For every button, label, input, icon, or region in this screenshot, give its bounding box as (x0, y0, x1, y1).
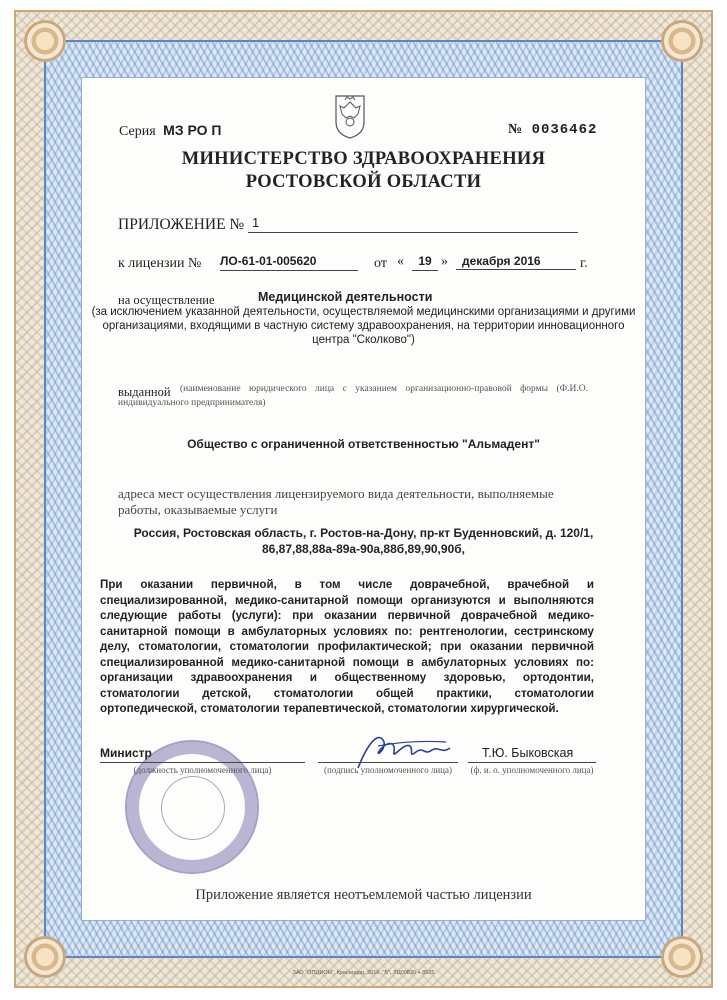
issued-value: Общество с ограниченной ответственностью "Альмадент" (187, 437, 540, 451)
series-label: Серия (119, 124, 156, 139)
license-quote-close: » (441, 254, 448, 269)
coat-of-arms-icon (330, 92, 370, 140)
corner-ornament-top-left (24, 20, 66, 62)
appendix-label: ПРИЛОЖЕНИЕ № (118, 216, 245, 233)
issued-label: выданной (118, 385, 171, 399)
position-caption: (должность уполномоченного лица) (133, 765, 272, 775)
license-from-label: от (374, 256, 387, 271)
address-label: адреса мест осуществления лицензируемого вида деятельности, выполняемые работы, оказываемые услуги (118, 486, 554, 517)
license-day: 19 (412, 254, 438, 271)
license-month-year: декабря 2016 (456, 254, 576, 270)
seal-emblem-icon (161, 776, 225, 840)
address-line1: Россия, Ростовская область, г. Ростов-на-Дону, пр-кт Буденновский, д. 120/1, (133, 526, 594, 540)
official-seal-stamp (125, 740, 259, 874)
appendix-number-field (248, 215, 578, 233)
license-number: ЛО-61-01-005620 (220, 254, 358, 271)
signature-line (318, 762, 458, 763)
number-label: № (508, 122, 523, 137)
services-text: При оказании первичной, в том числе доврачебной, врачебной и специализированной, медико-санитарной помощи организуются и выполняются следующие работы (услуги): при оказании первичной доврачебной медико-санитарной помощи в амбулаторных условиях по: рентгенологии, сестринскому делу, стоматологии, стоматологии профилактической; при оказании первичной специализированной медико-санитарной помощи в амбулаторных условиях по: организации здравоохранения и общественному здоровью, ортодонтии, стоматологии детской, стоматологии общей практики, стоматологии ортопедической, стоматологии терапевтической, стоматологии хирургической. (100, 578, 594, 715)
corner-ornament-top-right (661, 20, 703, 62)
activity-label: на осуществление (118, 293, 215, 307)
signer-position: Министр (100, 746, 152, 760)
signer-name: Т.Ю. Быковская (482, 746, 574, 760)
series-line (119, 122, 221, 140)
activity-value: Медицинской деятельности (258, 290, 433, 304)
print-info: ЗАО "ОПЦИОН", Краснодар, 2016, "Б", ЛЦ00830 + 8525 (292, 970, 435, 976)
signature-caption: (подпись уполномоченного лица) (324, 765, 452, 775)
ministry-title (100, 148, 627, 194)
footer-note: Приложение является неотъемлемой частью лицензии (195, 887, 532, 903)
address-value (100, 525, 627, 557)
position-line (100, 762, 305, 763)
series-value: МЗ РО П (163, 122, 222, 138)
number-line (508, 122, 597, 138)
license-prefix: к лицензии № (118, 256, 202, 271)
corner-ornament-bottom-right (661, 936, 703, 978)
address-line2: 86,87,88,88а-89а-90а,88б,89,90,90б, (262, 542, 465, 556)
ministry-title-line1: МИНИСТЕРСТВО ЗДРАВООХРАНЕНИЯ (181, 149, 546, 169)
name-line (468, 762, 596, 763)
activity-note: (за исключением указанной деятельности, осуществляемой медицинскими организациями и другими организациями, входящими в частную систему здравоохранения, на территории инновационного центра "Сколково") (91, 306, 636, 346)
license-year-suffix: г. (580, 256, 588, 271)
name-caption: (ф. и. о. уполномоченного лица) (470, 765, 594, 775)
ministry-title-line2: РОСТОВСКОЙ ОБЛАСТИ (245, 172, 482, 192)
corner-ornament-bottom-left (24, 936, 66, 978)
appendix-number: 1 (252, 215, 260, 230)
issued-caption: (наименование юридического лица с указанием организационно-правовой формы (Ф.И.О. индивидуального предпринимателя) (118, 384, 588, 408)
number-value: 0036462 (531, 122, 598, 138)
license-quote-open: « (397, 254, 404, 269)
